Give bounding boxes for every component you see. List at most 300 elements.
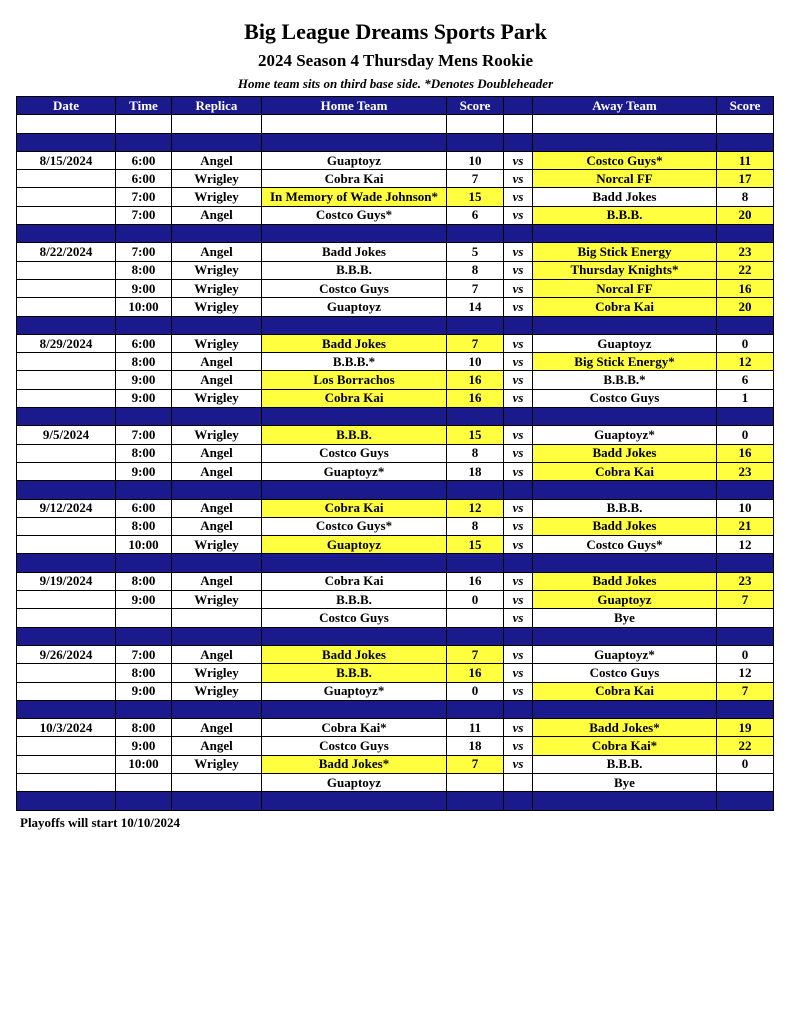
away-team-cell: Cobra Kai* bbox=[533, 737, 717, 755]
vs-cell: vs bbox=[504, 462, 533, 480]
replica-cell: Wrigley bbox=[172, 591, 262, 609]
home-team-cell: Guaptoyz bbox=[262, 151, 447, 169]
separator-cell bbox=[447, 408, 504, 426]
date-cell bbox=[17, 462, 116, 480]
replica-cell: Wrigley bbox=[172, 279, 262, 297]
time-cell: 8:00 bbox=[116, 444, 172, 462]
separator-cell bbox=[447, 225, 504, 243]
home-score-cell: 7 bbox=[447, 645, 504, 663]
date-cell: 9/5/2024 bbox=[17, 426, 116, 444]
home-score-cell: 10 bbox=[447, 353, 504, 371]
home-score-cell: 6 bbox=[447, 206, 504, 224]
time-cell: 8:00 bbox=[116, 517, 172, 535]
home-score-cell: 7 bbox=[447, 170, 504, 188]
separator-cell bbox=[533, 554, 717, 572]
replica-cell: Wrigley bbox=[172, 188, 262, 206]
date-cell bbox=[17, 517, 116, 535]
replica-cell: Wrigley bbox=[172, 664, 262, 682]
away-score-cell: 23 bbox=[717, 572, 774, 590]
date-cell: 8/22/2024 bbox=[17, 243, 116, 261]
separator-cell bbox=[262, 316, 447, 334]
date-cell bbox=[17, 353, 116, 371]
away-score-cell: 20 bbox=[717, 298, 774, 316]
away-score-cell: 12 bbox=[717, 664, 774, 682]
home-team-cell: Cobra Kai bbox=[262, 572, 447, 590]
game-row bbox=[17, 517, 774, 535]
home-team-cell: Guaptoyz bbox=[262, 298, 447, 316]
separator-cell bbox=[717, 554, 774, 572]
vs-cell: vs bbox=[504, 243, 533, 261]
home-score-cell: 16 bbox=[447, 371, 504, 389]
week-separator bbox=[17, 481, 774, 499]
game-row bbox=[17, 572, 774, 590]
time-cell: 6:00 bbox=[116, 334, 172, 352]
separator-cell bbox=[717, 316, 774, 334]
date-cell bbox=[17, 298, 116, 316]
replica-cell: Wrigley bbox=[172, 389, 262, 407]
col-header-home-team: Home Team bbox=[262, 97, 447, 115]
replica-cell: Wrigley bbox=[172, 426, 262, 444]
separator-cell bbox=[533, 225, 717, 243]
home-team-cell: In Memory of Wade Johnson* bbox=[262, 188, 447, 206]
time-cell: 7:00 bbox=[116, 426, 172, 444]
date-cell bbox=[17, 755, 116, 773]
game-row bbox=[17, 536, 774, 554]
replica-cell: Wrigley bbox=[172, 536, 262, 554]
separator-cell bbox=[262, 627, 447, 645]
game-row bbox=[17, 773, 774, 791]
home-team-cell: Los Borrachos bbox=[262, 371, 447, 389]
date-cell bbox=[17, 188, 116, 206]
col-header-time: Time bbox=[116, 97, 172, 115]
home-team-cell: Cobra Kai bbox=[262, 389, 447, 407]
separator-cell bbox=[533, 792, 717, 810]
separator-cell bbox=[447, 554, 504, 572]
game-row bbox=[17, 243, 774, 261]
separator-cell bbox=[717, 225, 774, 243]
game-row bbox=[17, 682, 774, 700]
away-score-cell: 0 bbox=[717, 334, 774, 352]
home-score-cell: 15 bbox=[447, 536, 504, 554]
vs-cell: vs bbox=[504, 572, 533, 590]
away-team-cell: Big Stick Energy* bbox=[533, 353, 717, 371]
time-cell: 6:00 bbox=[116, 499, 172, 517]
separator-cell bbox=[504, 408, 533, 426]
away-score-cell: 12 bbox=[717, 536, 774, 554]
away-score-cell: 6 bbox=[717, 371, 774, 389]
blank-cell bbox=[262, 115, 447, 133]
date-cell bbox=[17, 773, 116, 791]
away-team-cell: B.B.B. bbox=[533, 206, 717, 224]
home-team-cell: Costco Guys bbox=[262, 737, 447, 755]
vs-cell bbox=[504, 773, 533, 791]
separator-cell bbox=[17, 408, 116, 426]
blank-cell bbox=[717, 115, 774, 133]
game-row bbox=[17, 444, 774, 462]
home-score-cell: 0 bbox=[447, 682, 504, 700]
separator-cell bbox=[172, 133, 262, 151]
vs-cell: vs bbox=[504, 609, 533, 627]
time-cell: 7:00 bbox=[116, 188, 172, 206]
home-team-cell: Badd Jokes bbox=[262, 243, 447, 261]
vs-cell: vs bbox=[504, 298, 533, 316]
vs-cell: vs bbox=[504, 353, 533, 371]
home-score-cell: 12 bbox=[447, 499, 504, 517]
time-cell bbox=[116, 773, 172, 791]
date-cell: 8/15/2024 bbox=[17, 151, 116, 169]
replica-cell: Angel bbox=[172, 243, 262, 261]
replica-cell: Angel bbox=[172, 353, 262, 371]
header-row bbox=[17, 97, 774, 115]
vs-cell: vs bbox=[504, 389, 533, 407]
home-team-cell: Guaptoyz bbox=[262, 773, 447, 791]
away-team-cell: Costco Guys bbox=[533, 664, 717, 682]
col-header-away-score: Score bbox=[717, 97, 774, 115]
replica-cell: Angel bbox=[172, 151, 262, 169]
separator-cell bbox=[533, 408, 717, 426]
date-cell bbox=[17, 279, 116, 297]
time-cell: 10:00 bbox=[116, 755, 172, 773]
replica-cell: Angel bbox=[172, 444, 262, 462]
date-cell bbox=[17, 536, 116, 554]
game-row bbox=[17, 645, 774, 663]
game-row bbox=[17, 462, 774, 480]
replica-cell: Wrigley bbox=[172, 755, 262, 773]
date-cell bbox=[17, 389, 116, 407]
home-team-cell: B.B.B. bbox=[262, 261, 447, 279]
date-cell bbox=[17, 682, 116, 700]
col-header-replica: Replica bbox=[172, 97, 262, 115]
vs-cell: vs bbox=[504, 206, 533, 224]
separator-cell bbox=[262, 700, 447, 718]
away-team-cell: Badd Jokes bbox=[533, 572, 717, 590]
game-row bbox=[17, 389, 774, 407]
home-score-cell bbox=[447, 609, 504, 627]
away-score-cell: 16 bbox=[717, 444, 774, 462]
week-separator bbox=[17, 792, 774, 810]
home-team-cell: Cobra Kai* bbox=[262, 719, 447, 737]
date-cell: 8/29/2024 bbox=[17, 334, 116, 352]
time-cell: 8:00 bbox=[116, 572, 172, 590]
separator-cell bbox=[262, 792, 447, 810]
away-score-cell: 1 bbox=[717, 389, 774, 407]
home-score-cell: 8 bbox=[447, 517, 504, 535]
separator-cell bbox=[17, 627, 116, 645]
time-cell: 10:00 bbox=[116, 536, 172, 554]
date-cell: 10/3/2024 bbox=[17, 719, 116, 737]
separator-cell bbox=[17, 225, 116, 243]
home-score-cell: 8 bbox=[447, 444, 504, 462]
game-row bbox=[17, 170, 774, 188]
separator-cell bbox=[116, 316, 172, 334]
vs-cell: vs bbox=[504, 499, 533, 517]
replica-cell: Angel bbox=[172, 499, 262, 517]
home-team-cell: B.B.B.* bbox=[262, 353, 447, 371]
game-row bbox=[17, 188, 774, 206]
game-row bbox=[17, 261, 774, 279]
separator-cell bbox=[504, 792, 533, 810]
col-header-away-team: Away Team bbox=[533, 97, 717, 115]
vs-cell: vs bbox=[504, 737, 533, 755]
separator-cell bbox=[717, 408, 774, 426]
away-team-cell: B.B.B. bbox=[533, 755, 717, 773]
home-team-cell: B.B.B. bbox=[262, 591, 447, 609]
home-score-cell: 0 bbox=[447, 591, 504, 609]
time-cell: 6:00 bbox=[116, 151, 172, 169]
vs-cell: vs bbox=[504, 755, 533, 773]
home-team-cell: Guaptoyz bbox=[262, 536, 447, 554]
separator-cell bbox=[447, 316, 504, 334]
away-score-cell bbox=[717, 609, 774, 627]
away-team-cell: Bye bbox=[533, 609, 717, 627]
time-cell: 7:00 bbox=[116, 243, 172, 261]
separator-cell bbox=[447, 700, 504, 718]
away-team-cell: Cobra Kai bbox=[533, 682, 717, 700]
away-score-cell bbox=[717, 773, 774, 791]
vs-cell: vs bbox=[504, 536, 533, 554]
replica-cell: Wrigley bbox=[172, 298, 262, 316]
away-team-cell: Bye bbox=[533, 773, 717, 791]
home-team-cell: Costco Guys bbox=[262, 279, 447, 297]
game-row bbox=[17, 426, 774, 444]
home-score-cell: 10 bbox=[447, 151, 504, 169]
home-team-cell: B.B.B. bbox=[262, 664, 447, 682]
separator-cell bbox=[116, 481, 172, 499]
away-score-cell: 22 bbox=[717, 737, 774, 755]
away-score-cell: 7 bbox=[717, 591, 774, 609]
separator-cell bbox=[717, 133, 774, 151]
week-separator bbox=[17, 225, 774, 243]
separator-cell bbox=[172, 481, 262, 499]
separator-cell bbox=[447, 627, 504, 645]
away-score-cell: 23 bbox=[717, 243, 774, 261]
date-cell bbox=[17, 737, 116, 755]
time-cell: 8:00 bbox=[116, 353, 172, 371]
separator-cell bbox=[116, 627, 172, 645]
home-score-cell: 16 bbox=[447, 389, 504, 407]
blank-cell bbox=[504, 115, 533, 133]
playoffs-note: Playoffs will start 10/10/2024 bbox=[20, 815, 180, 830]
home-team-cell: Guaptoyz* bbox=[262, 682, 447, 700]
game-row bbox=[17, 371, 774, 389]
week-separator bbox=[17, 133, 774, 151]
time-cell: 9:00 bbox=[116, 279, 172, 297]
separator-cell bbox=[504, 316, 533, 334]
vs-cell: vs bbox=[504, 591, 533, 609]
separator-cell bbox=[172, 792, 262, 810]
vs-cell: vs bbox=[504, 371, 533, 389]
separator-cell bbox=[262, 554, 447, 572]
date-cell bbox=[17, 206, 116, 224]
separator-cell bbox=[262, 481, 447, 499]
game-row bbox=[17, 353, 774, 371]
replica-cell: Angel bbox=[172, 517, 262, 535]
away-team-cell: Cobra Kai bbox=[533, 298, 717, 316]
separator-cell bbox=[262, 225, 447, 243]
separator-cell bbox=[533, 316, 717, 334]
away-team-cell: Badd Jokes bbox=[533, 188, 717, 206]
game-row bbox=[17, 151, 774, 169]
home-score-cell bbox=[447, 773, 504, 791]
separator-cell bbox=[17, 316, 116, 334]
separator-cell bbox=[17, 133, 116, 151]
schedule-table bbox=[16, 96, 774, 811]
home-score-cell: 16 bbox=[447, 664, 504, 682]
home-score-cell: 15 bbox=[447, 188, 504, 206]
week-separator bbox=[17, 408, 774, 426]
time-cell: 8:00 bbox=[116, 664, 172, 682]
separator-cell bbox=[172, 225, 262, 243]
col-header-vs bbox=[504, 97, 533, 115]
replica-cell: Wrigley bbox=[172, 170, 262, 188]
separator-cell bbox=[504, 627, 533, 645]
page-note: Home team sits on third base side. *Denotes Doubleheader bbox=[237, 76, 554, 91]
separator-cell bbox=[17, 792, 116, 810]
away-team-cell: Badd Jokes bbox=[533, 444, 717, 462]
page-subtitle: 2024 Season 4 Thursday Mens Rookie bbox=[257, 51, 534, 70]
week-separator bbox=[17, 627, 774, 645]
away-score-cell: 20 bbox=[717, 206, 774, 224]
date-cell: 9/12/2024 bbox=[17, 499, 116, 517]
replica-cell: Wrigley bbox=[172, 261, 262, 279]
away-team-cell: B.B.B. bbox=[533, 499, 717, 517]
away-score-cell: 0 bbox=[717, 645, 774, 663]
home-team-cell: Costco Guys* bbox=[262, 517, 447, 535]
home-score-cell: 7 bbox=[447, 334, 504, 352]
page-title: Big League Dreams Sports Park bbox=[244, 19, 547, 44]
separator-cell bbox=[17, 481, 116, 499]
away-team-cell: Costco Guys* bbox=[533, 536, 717, 554]
separator-cell bbox=[504, 554, 533, 572]
away-team-cell: Big Stick Energy bbox=[533, 243, 717, 261]
away-team-cell: Costco Guys* bbox=[533, 151, 717, 169]
blank-cell bbox=[116, 115, 172, 133]
replica-cell: Angel bbox=[172, 645, 262, 663]
separator-cell bbox=[116, 700, 172, 718]
home-team-cell: Badd Jokes bbox=[262, 645, 447, 663]
time-cell: 9:00 bbox=[116, 591, 172, 609]
date-cell bbox=[17, 371, 116, 389]
time-cell: 7:00 bbox=[116, 206, 172, 224]
vs-cell: vs bbox=[504, 151, 533, 169]
date-cell bbox=[17, 609, 116, 627]
time-cell: 8:00 bbox=[116, 261, 172, 279]
home-team-cell: Cobra Kai bbox=[262, 499, 447, 517]
away-score-cell: 22 bbox=[717, 261, 774, 279]
separator-cell bbox=[116, 408, 172, 426]
away-score-cell: 0 bbox=[717, 755, 774, 773]
away-score-cell: 17 bbox=[717, 170, 774, 188]
home-score-cell: 14 bbox=[447, 298, 504, 316]
away-team-cell: Guaptoyz bbox=[533, 334, 717, 352]
separator-cell bbox=[172, 554, 262, 572]
blank-row bbox=[17, 115, 774, 133]
away-team-cell: Badd Jokes* bbox=[533, 719, 717, 737]
home-team-cell: Badd Jokes bbox=[262, 334, 447, 352]
replica-cell: Wrigley bbox=[172, 334, 262, 352]
date-cell bbox=[17, 591, 116, 609]
replica-cell: Angel bbox=[172, 371, 262, 389]
game-row bbox=[17, 719, 774, 737]
home-team-cell: Costco Guys* bbox=[262, 206, 447, 224]
away-score-cell: 0 bbox=[717, 426, 774, 444]
away-score-cell: 16 bbox=[717, 279, 774, 297]
time-cell: 10:00 bbox=[116, 298, 172, 316]
home-team-cell: Costco Guys bbox=[262, 609, 447, 627]
game-row bbox=[17, 664, 774, 682]
home-score-cell: 16 bbox=[447, 572, 504, 590]
separator-cell bbox=[172, 408, 262, 426]
blank-cell bbox=[447, 115, 504, 133]
separator-cell bbox=[717, 700, 774, 718]
away-team-cell: Norcal FF bbox=[533, 279, 717, 297]
replica-cell: Angel bbox=[172, 572, 262, 590]
away-team-cell: Thursday Knights* bbox=[533, 261, 717, 279]
away-score-cell: 12 bbox=[717, 353, 774, 371]
separator-cell bbox=[262, 133, 447, 151]
separator-cell bbox=[17, 700, 116, 718]
time-cell: 9:00 bbox=[116, 371, 172, 389]
replica-cell bbox=[172, 773, 262, 791]
separator-cell bbox=[533, 133, 717, 151]
vs-cell: vs bbox=[504, 426, 533, 444]
blank-cell bbox=[172, 115, 262, 133]
separator-cell bbox=[504, 481, 533, 499]
separator-cell bbox=[533, 700, 717, 718]
week-separator bbox=[17, 554, 774, 572]
replica-cell: Angel bbox=[172, 462, 262, 480]
separator-cell bbox=[116, 792, 172, 810]
col-header-home-score: Score bbox=[447, 97, 504, 115]
vs-cell: vs bbox=[504, 279, 533, 297]
vs-cell: vs bbox=[504, 517, 533, 535]
schedule-body bbox=[17, 115, 774, 810]
away-score-cell: 19 bbox=[717, 719, 774, 737]
vs-cell: vs bbox=[504, 188, 533, 206]
home-score-cell: 11 bbox=[447, 719, 504, 737]
time-cell: 8:00 bbox=[116, 719, 172, 737]
game-row bbox=[17, 334, 774, 352]
time-cell bbox=[116, 609, 172, 627]
away-team-cell: Costco Guys bbox=[533, 389, 717, 407]
separator-cell bbox=[504, 225, 533, 243]
game-row bbox=[17, 755, 774, 773]
away-team-cell: Cobra Kai bbox=[533, 462, 717, 480]
replica-cell: Angel bbox=[172, 737, 262, 755]
home-team-cell: Costco Guys bbox=[262, 444, 447, 462]
away-team-cell: Norcal FF bbox=[533, 170, 717, 188]
game-row bbox=[17, 591, 774, 609]
away-score-cell: 8 bbox=[717, 188, 774, 206]
home-score-cell: 5 bbox=[447, 243, 504, 261]
vs-cell: vs bbox=[504, 261, 533, 279]
home-score-cell: 8 bbox=[447, 261, 504, 279]
separator-cell bbox=[717, 481, 774, 499]
time-cell: 9:00 bbox=[116, 462, 172, 480]
separator-cell bbox=[533, 481, 717, 499]
game-row bbox=[17, 737, 774, 755]
home-score-cell: 18 bbox=[447, 737, 504, 755]
home-score-cell: 15 bbox=[447, 426, 504, 444]
separator-cell bbox=[262, 408, 447, 426]
date-cell bbox=[17, 444, 116, 462]
game-row bbox=[17, 279, 774, 297]
replica-cell: Wrigley bbox=[172, 682, 262, 700]
time-cell: 9:00 bbox=[116, 389, 172, 407]
separator-cell bbox=[717, 792, 774, 810]
time-cell: 7:00 bbox=[116, 645, 172, 663]
away-score-cell: 23 bbox=[717, 462, 774, 480]
